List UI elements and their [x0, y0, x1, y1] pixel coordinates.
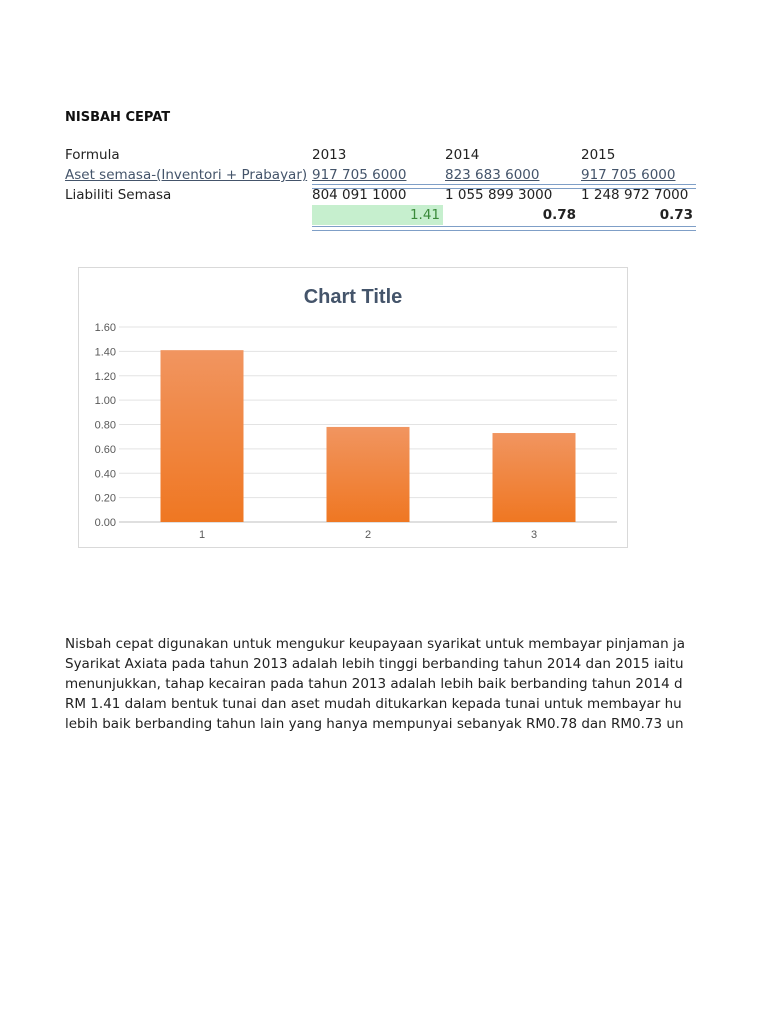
total-double-underline	[312, 226, 696, 231]
current-assets-2015-cell[interactable]: 917 705 6000	[581, 167, 676, 183]
year-2014-cell[interactable]: 2014	[445, 147, 480, 163]
paragraph-line: Syarikat Axiata pada tahun 2013 adalah lebih tinggi berbanding tahun 2014 dan 2015 iaitu	[65, 656, 684, 672]
bar[interactable]	[161, 350, 244, 522]
x-tick-label: 2	[364, 529, 372, 541]
paragraph-line: lebih baik berbanding tahun lain yang hanya mempunyai sebanyak RM0.78 dan RM0.73 un	[65, 716, 684, 732]
y-tick-label: 1.00	[94, 395, 116, 408]
paragraph-line: menunjukkan, tahap kecairan pada tahun 2013 adalah lebih baik berbanding tahun 2014 d	[65, 676, 683, 692]
y-tick-label: 1.60	[94, 322, 116, 334]
chart-title: Chart Title	[303, 286, 403, 308]
current-assets-2013-cell[interactable]: 917 705 6000	[312, 167, 407, 183]
formula-label-cell[interactable]: Formula	[65, 147, 120, 163]
year-2013-cell[interactable]: 2013	[312, 147, 347, 163]
quick-ratio-chart[interactable]	[78, 267, 628, 548]
current-assets-2014-cell[interactable]: 823 683 6000	[445, 167, 540, 183]
y-tick-label: 0.20	[94, 492, 116, 505]
x-tick-label: 3	[530, 529, 538, 541]
current-liabilities-2015-cell[interactable]: 1 248 972 7000	[581, 187, 689, 203]
x-tick-label: 1	[198, 529, 206, 541]
current-liabilities-2014-cell[interactable]: 1 055 899 3000	[445, 187, 553, 203]
current-assets-label-cell[interactable]: Aset semasa-(Inventori + Prabayar)	[65, 167, 308, 183]
y-tick-label: 0.60	[94, 443, 116, 456]
quick-ratio-2013-cell[interactable]: 1.41	[312, 205, 443, 225]
y-tick-label: 1.40	[94, 346, 116, 359]
current-liabilities-label-cell[interactable]: Liabiliti Semasa	[65, 187, 172, 203]
table-header-row	[62, 145, 696, 165]
bar[interactable]	[327, 427, 410, 522]
year-2015-cell[interactable]: 2015	[581, 147, 616, 163]
current-liabilities-2013-cell[interactable]: 804 091 1000	[312, 187, 407, 203]
table-row-current-liabilities	[62, 185, 696, 205]
quick-ratio-2014-cell[interactable]: 0.78	[542, 207, 576, 223]
y-tick-label: 0.40	[94, 468, 116, 481]
paragraph-line: RM 1.41 dalam bentuk tunai dan aset mudah ditukarkan kepada tunai untuk membayar hu	[65, 696, 682, 712]
table-row-quick-ratio	[62, 205, 696, 225]
y-tick-label: 1.20	[94, 370, 116, 383]
bar[interactable]	[493, 433, 576, 522]
section-heading: NISBAH CEPAT	[65, 110, 171, 125]
table-row-current-assets	[62, 165, 696, 185]
paragraph-line: Nisbah cepat digunakan untuk mengukur keupayaan syarikat untuk membayar pinjaman ja	[65, 636, 685, 652]
analysis-paragraph	[65, 634, 696, 734]
quick-ratio-2015-cell[interactable]: 0.73	[659, 207, 693, 223]
ratio-table	[62, 145, 696, 225]
chart-canvas	[79, 268, 627, 547]
y-tick-label: 0.80	[94, 419, 116, 432]
y-tick-label: 0.00	[94, 517, 116, 529]
